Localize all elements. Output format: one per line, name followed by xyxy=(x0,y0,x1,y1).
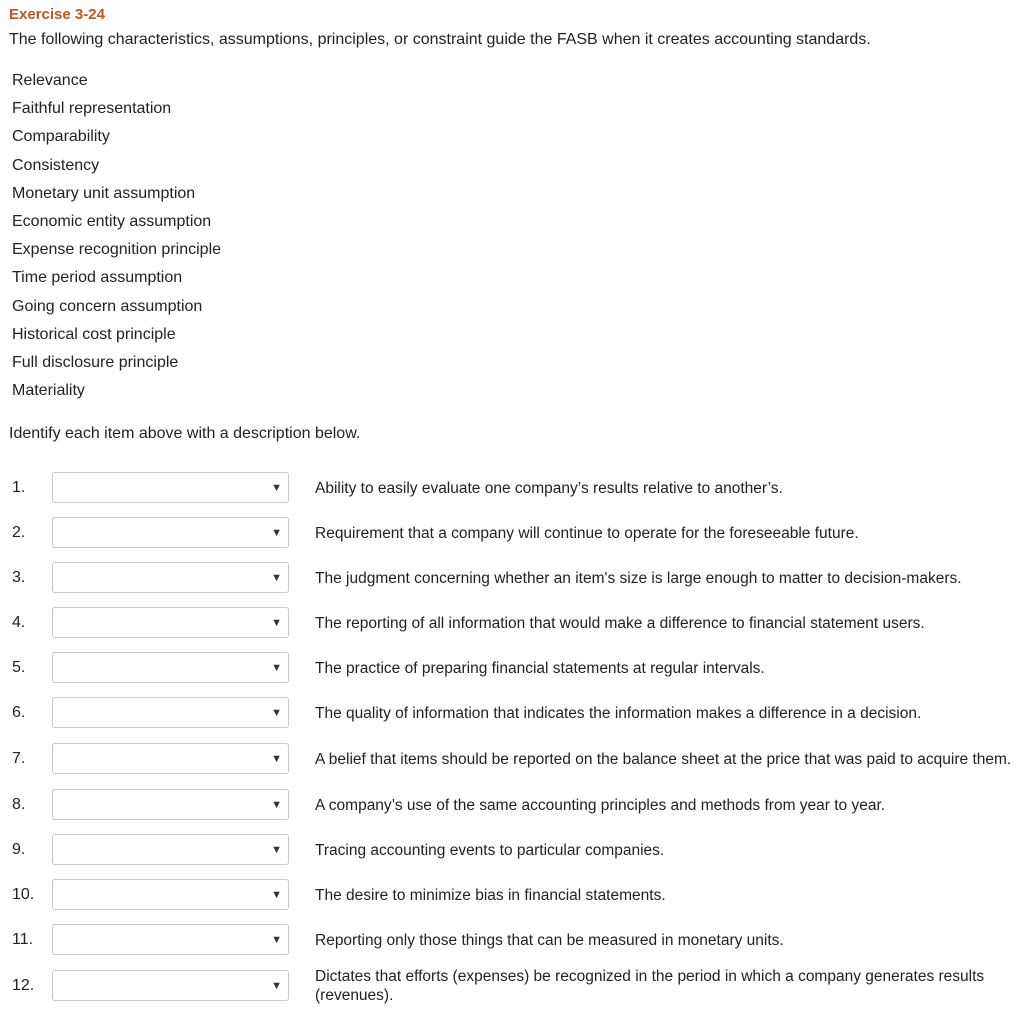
question-number: 8. xyxy=(12,796,26,813)
question-description: The practice of preparing financial statements at regular intervals. xyxy=(315,659,765,677)
term-item: Monetary unit assumption xyxy=(12,184,196,202)
term-item: Time period assumption xyxy=(12,269,183,287)
answer-select-11[interactable] xyxy=(52,924,289,955)
terms-list xyxy=(12,70,221,408)
term-item: Full disclosure principle xyxy=(12,353,179,371)
question-number: 1. xyxy=(12,479,26,496)
question-description: Reporting only those things that can be measured in monetary units. xyxy=(315,931,784,949)
answer-select-9[interactable] xyxy=(52,834,289,865)
question-row-7 xyxy=(0,742,1024,788)
term-item: Economic entity assumption xyxy=(12,212,212,230)
chevron-down-icon: ▼ xyxy=(271,889,282,901)
answer-select-2[interactable] xyxy=(52,517,289,548)
question-row-6 xyxy=(0,696,1024,742)
question-description: Ability to easily evaluate one company’s results relative to another’s. xyxy=(315,479,783,497)
instruction-text: Identify each item above with a description below. xyxy=(9,425,361,442)
question-description: The quality of information that indicates the information makes a difference in a decision. xyxy=(315,704,922,722)
term-item: Going concern assumption xyxy=(12,297,203,315)
term-item: Comparability xyxy=(12,128,110,146)
answer-select-3[interactable] xyxy=(52,562,289,593)
question-number: 12. xyxy=(12,977,35,994)
question-row-11 xyxy=(0,923,1024,969)
answer-select-1[interactable] xyxy=(52,472,289,503)
answer-select-8[interactable] xyxy=(52,789,289,820)
question-description: A belief that items should be reported on the balance sheet at the price that was paid to acquire them. xyxy=(315,750,1012,768)
question-description: A company’s use of the same accounting principles and methods from year to year. xyxy=(315,796,886,814)
exercise-title: Exercise 3-24 xyxy=(9,6,105,23)
question-number: 10. xyxy=(12,886,35,903)
question-number: 2. xyxy=(12,524,26,541)
answer-select-6[interactable] xyxy=(52,697,289,728)
question-row-2 xyxy=(0,516,1024,562)
question-row-1 xyxy=(0,471,1024,517)
question-row-4 xyxy=(0,606,1024,652)
chevron-down-icon: ▼ xyxy=(271,934,282,946)
term-item: Historical cost principle xyxy=(12,325,176,343)
question-description: Requirement that a company will continue to operate for the foreseeable future. xyxy=(315,524,859,542)
answer-select-12[interactable] xyxy=(52,970,289,1001)
question-description: Dictates that efforts (expenses) be recognized in the period in which a company generates results (revenues). xyxy=(315,968,985,1004)
question-description: The judgment concerning whether an item's size is large enough to matter to decision-makers. xyxy=(315,569,962,587)
question-number: 6. xyxy=(12,704,26,721)
question-description: The desire to minimize bias in financial statements. xyxy=(315,886,666,904)
term-item: Expense recognition principle xyxy=(12,241,222,259)
answer-select-4[interactable] xyxy=(52,607,289,638)
term-item: Consistency xyxy=(12,156,100,174)
question-number: 3. xyxy=(12,569,26,586)
chevron-down-icon: ▼ xyxy=(271,707,282,719)
question-number: 5. xyxy=(12,659,26,676)
question-description: Tracing accounting events to particular companies. xyxy=(315,841,665,859)
chevron-down-icon: ▼ xyxy=(271,482,282,494)
answer-select-10[interactable] xyxy=(52,879,289,910)
question-number: 9. xyxy=(12,841,26,858)
question-row-3 xyxy=(0,561,1024,607)
question-number: 7. xyxy=(12,750,26,767)
answer-select-7[interactable] xyxy=(52,743,289,774)
intro-text: The following characteristics, assumptions, principles, or constraint guide the FASB when it creates accounting standards. xyxy=(9,31,871,48)
chevron-down-icon: ▼ xyxy=(271,572,282,584)
question-row-5 xyxy=(0,651,1024,697)
question-row-9 xyxy=(0,833,1024,879)
question-row-10 xyxy=(0,878,1024,924)
chevron-down-icon: ▼ xyxy=(271,844,282,856)
term-item: Relevance xyxy=(12,72,88,89)
question-row-8 xyxy=(0,788,1024,834)
term-item: Materiality xyxy=(12,382,85,400)
chevron-down-icon: ▼ xyxy=(271,617,282,629)
question-number: 4. xyxy=(12,614,26,631)
question-description: The reporting of all information that would make a difference to financial statement users. xyxy=(315,614,925,632)
chevron-down-icon: ▼ xyxy=(271,753,282,765)
chevron-down-icon: ▼ xyxy=(271,980,282,992)
question-row-12 xyxy=(0,969,1024,1015)
question-number: 11. xyxy=(12,931,34,948)
term-item: Faithful representation xyxy=(12,100,172,118)
chevron-down-icon: ▼ xyxy=(271,527,282,539)
answer-select-5[interactable] xyxy=(52,652,289,683)
chevron-down-icon: ▼ xyxy=(271,662,282,674)
chevron-down-icon: ▼ xyxy=(271,799,282,811)
